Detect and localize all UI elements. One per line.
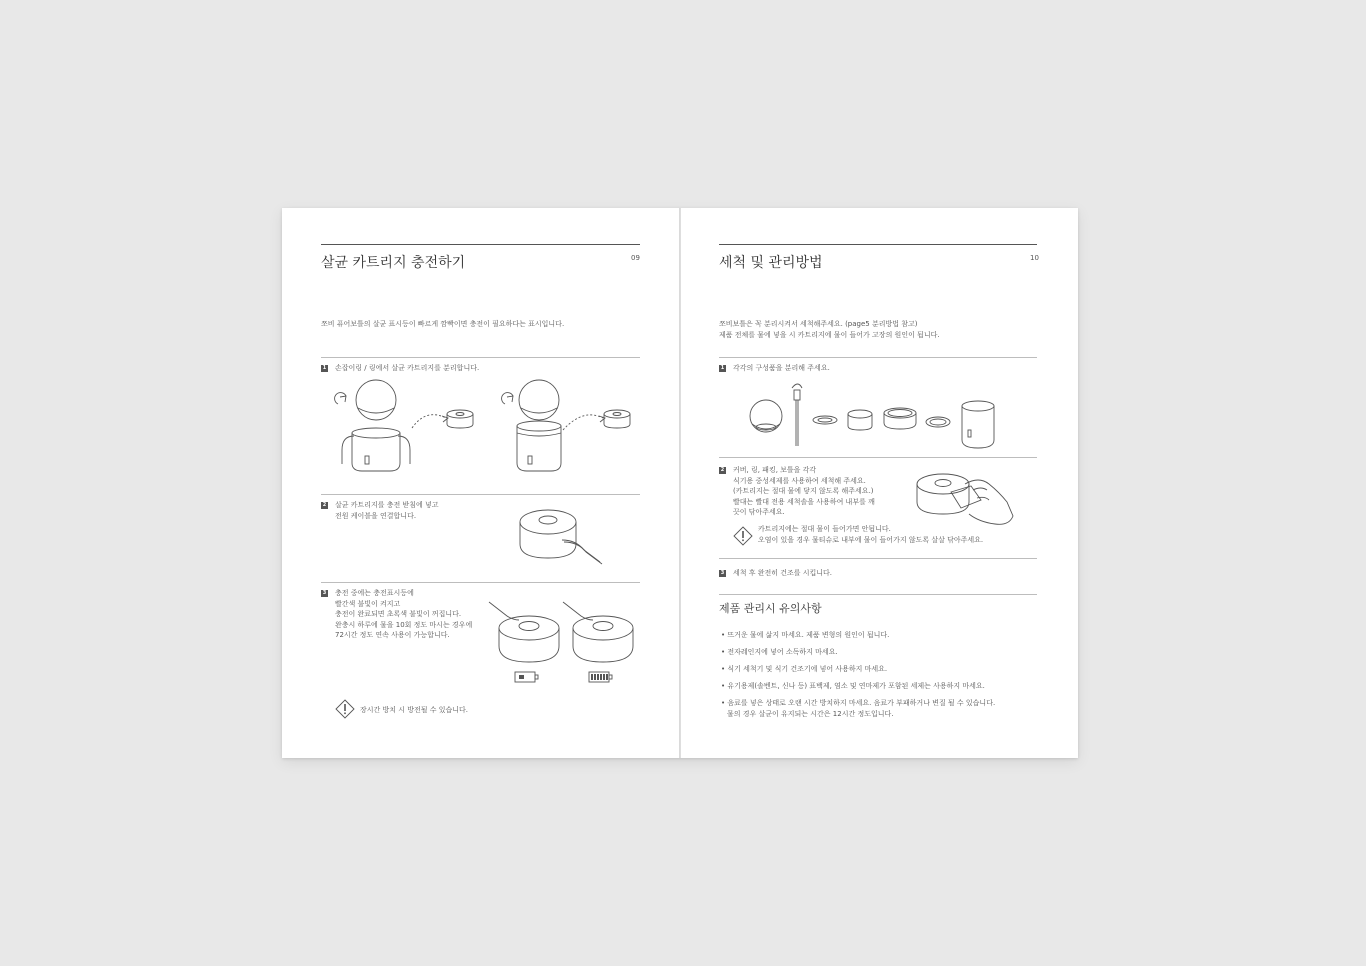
step-text: 전원 케이블을 연결합니다. <box>335 511 417 520</box>
step-text: 커버, 링, 패킹, 보틀을 각각 <box>733 466 817 474</box>
care-list-item: • 음료를 넣은 상태로 오랜 시간 방치하지 마세요. 음료가 부패하거나 변질 될 수 있습니다. <box>721 699 996 707</box>
section-divider <box>321 357 640 358</box>
care-list-item: • 유기용제(솔벤트, 신나 등) 표백제, 염소 및 연마제가 포함된 세제는 사용하지 마세요. <box>721 682 985 690</box>
step-number-badge: 2 <box>720 467 725 473</box>
cartridge-part <box>848 410 872 430</box>
warning-text: 카트리지에는 절대 물이 들어가면 안됩니다. <box>758 525 891 533</box>
step-text: 충전이 완료되면 초록색 불빛이 꺼집니다. <box>335 610 462 618</box>
page-title: 살균 카트리지 충전하기 <box>321 255 466 271</box>
charging-status-illustration <box>487 600 632 690</box>
step-number-badge: 3 <box>720 570 725 576</box>
step-text: 세척 후 완전히 건조를 시킵니다. <box>733 569 833 577</box>
warning-text: 장시간 방치 시 방전될 수 있습니다. <box>360 706 469 714</box>
ring-part <box>884 408 916 429</box>
left-page <box>282 208 680 758</box>
care-list-item: • 뜨거운 물에 삶지 마세요. 제품 변형의 원인이 됩니다. <box>721 631 890 639</box>
step-text: (카트리지는 절대 물에 닿지 않도록 해주세요.) <box>733 487 874 495</box>
step-text: 빨간색 불빛이 켜지고 <box>335 599 401 608</box>
intro-text: 제품 전체를 물에 넣을 시 카트리지에 물이 들어가 고장의 원인이 됩니다. <box>719 331 940 339</box>
packing-part <box>926 417 950 427</box>
bottle-with-handles-illustration <box>332 378 482 478</box>
title-rule <box>719 244 1037 245</box>
care-list-item-continued: 물의 경우 살균이 유지되는 시간은 12시간 정도입니다. <box>727 710 894 718</box>
step-number-badge: 3 <box>322 590 327 596</box>
step-number-badge: 2 <box>322 502 327 508</box>
rotate-arrow-icon <box>335 393 346 404</box>
intro-text: 쪼비보틀은 꼭 분리시켜서 세척해주세요. (page5 분리방법 참고) <box>719 320 918 328</box>
page-number: 09 <box>631 254 640 262</box>
battery-charging-icon <box>515 672 538 682</box>
disassembled-parts-illustration <box>750 380 1000 450</box>
straw-part <box>792 384 802 446</box>
step-text: 손잡이링 / 링에서 살균 카트리지를 분리합니다. <box>335 364 480 372</box>
charging-dock-illustration <box>518 504 608 564</box>
warning-text: 오염이 있을 경우 물티슈로 내부에 물이 들어가지 않도록 살살 닦아주세요. <box>758 536 984 544</box>
gasket-part <box>813 416 837 424</box>
step-text: 완충시 하루에 물을 10회 정도 마시는 경우에 <box>335 620 473 629</box>
step-text: 72시간 정도 연속 사용이 가능합니다. <box>335 631 450 639</box>
section-divider <box>321 582 640 583</box>
manual-spread <box>282 208 1078 758</box>
step-text: 끗이 닦아주세요. <box>733 508 785 516</box>
section-divider <box>719 594 1037 595</box>
care-list-item: • 식기 세척기 및 식기 건조기에 넣어 사용하지 마세요. <box>721 665 888 673</box>
right-page <box>680 208 1078 758</box>
care-list-item: • 전자레인지에 넣어 소독하지 마세요. <box>721 648 838 656</box>
warning-icon <box>335 699 355 719</box>
bottle-body-illustration <box>497 378 647 478</box>
care-section-title: 제품 관리시 유의사항 <box>719 602 822 615</box>
section-divider <box>321 494 640 495</box>
title-rule <box>321 244 640 245</box>
step-text: 살균 카트리지를 충전 받침에 넣고 <box>335 501 439 509</box>
section-divider <box>719 357 1037 358</box>
bottle-part <box>962 401 994 448</box>
intro-text: 쪼비 퓨어보틀의 살균 표시등이 빠르게 깜빡이면 충전이 필요하다는 표시입니다. <box>321 320 565 328</box>
cap-part <box>750 400 782 432</box>
step-text: 빨대는 빨대 전용 세척솔을 사용하여 내부를 깨 <box>733 497 875 506</box>
section-divider <box>719 457 1037 458</box>
step-number-badge: 1 <box>720 365 725 371</box>
battery-full-icon <box>589 672 612 682</box>
page-title: 세척 및 관리방법 <box>719 255 823 271</box>
cloth-shape <box>951 486 981 508</box>
step-text: 각각의 구성품을 분리해 주세요. <box>733 364 830 372</box>
step-text: 식기용 중성세제를 사용하여 세척해 주세요. <box>733 476 866 485</box>
step-number-badge: 1 <box>322 365 327 371</box>
step-text: 충전 중에는 충전표시등에 <box>335 589 414 597</box>
page-number: 10 <box>1030 254 1039 262</box>
wiping-cartridge-illustration <box>915 470 1015 532</box>
section-divider <box>719 558 1037 559</box>
warning-icon <box>733 526 753 546</box>
